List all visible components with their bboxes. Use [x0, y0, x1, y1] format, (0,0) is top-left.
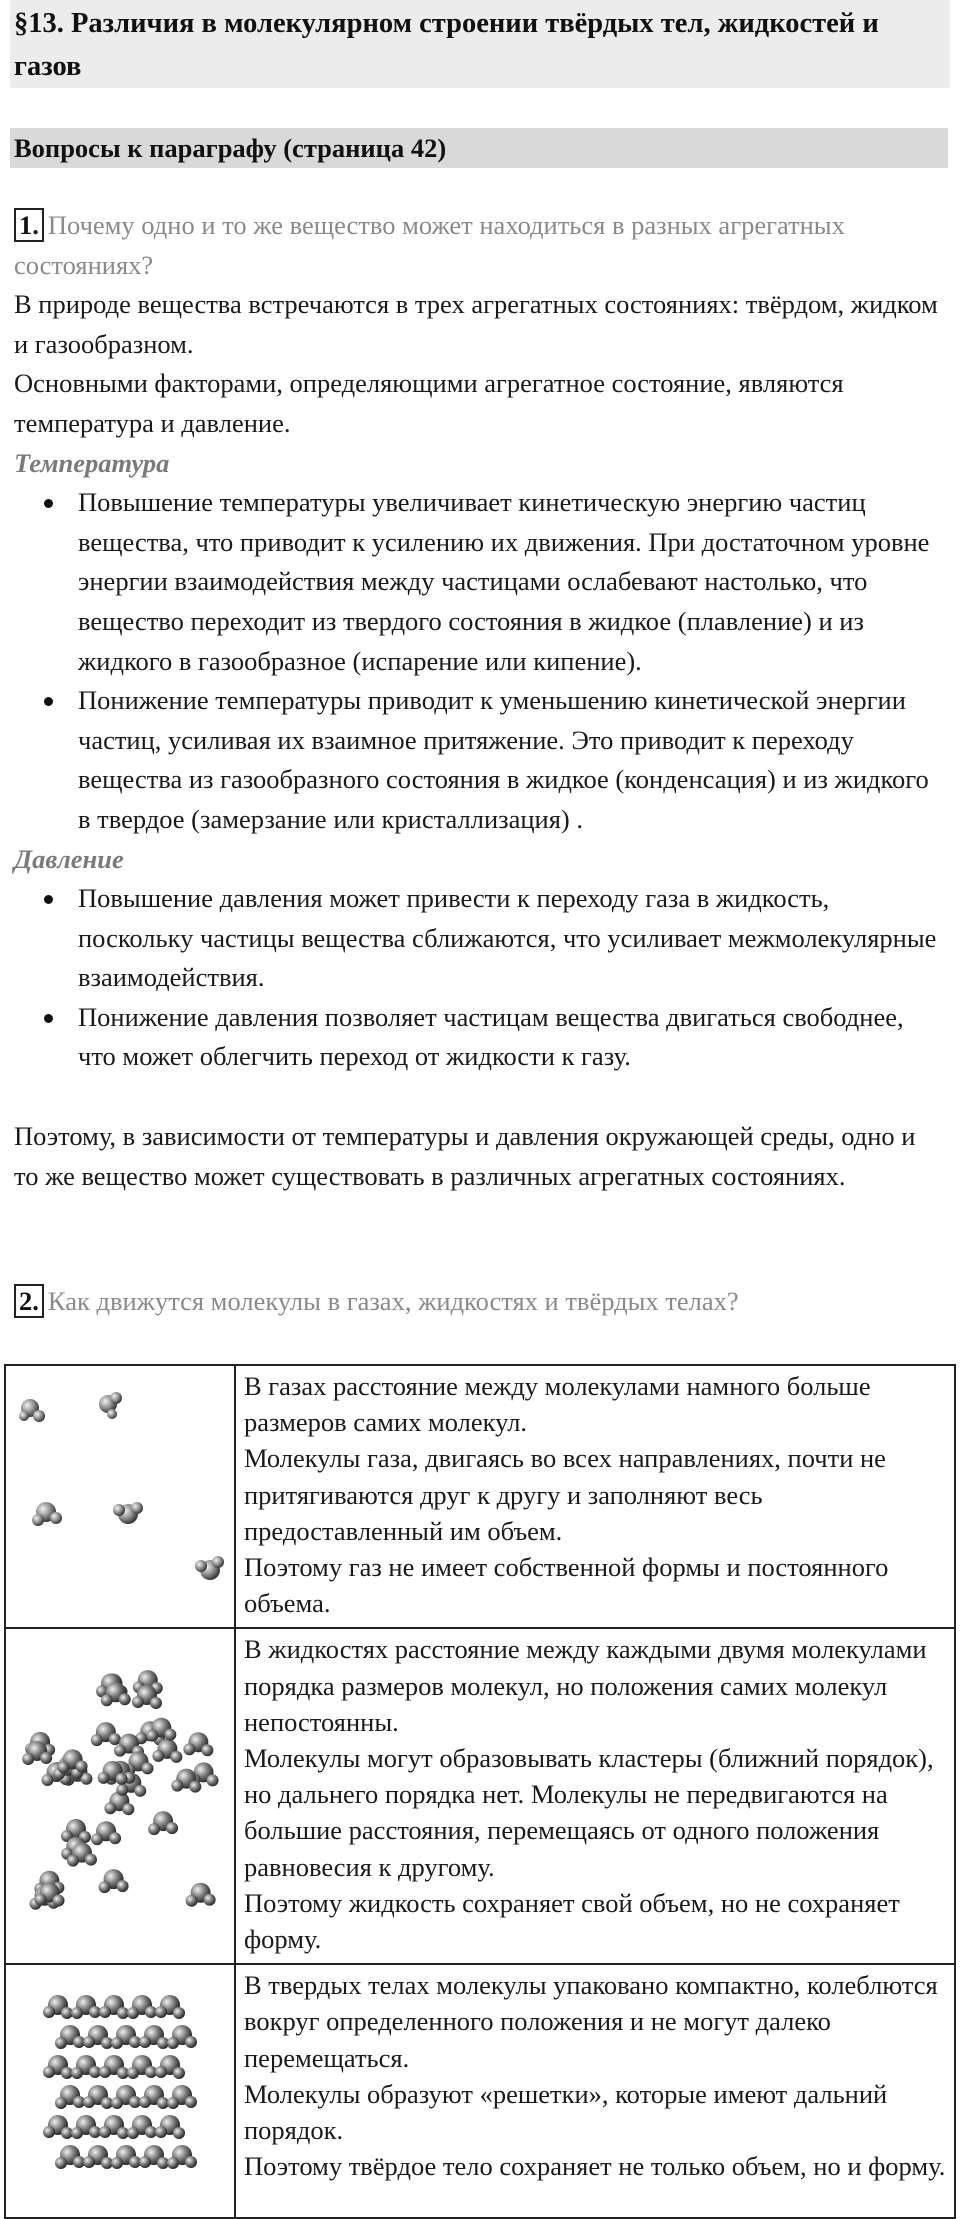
table-row-gas — [5, 1365, 955, 1628]
gas-molecule — [99, 1392, 122, 1419]
bullet-icon — [44, 697, 53, 706]
conclusion-paragraph: Поэтому, в зависимости от температуры и давления окружающей среды, одно и то же вещество может существовать в различных агрегатных состояниях. — [14, 1121, 916, 1191]
molecule — [43, 2115, 73, 2139]
molecule — [167, 2085, 197, 2109]
pressure-heading: Давление — [14, 843, 124, 874]
gas-molecule — [113, 1502, 143, 1524]
table-row-solid — [5, 1964, 955, 2218]
solid-description-cell — [235, 1964, 955, 2218]
molecule — [83, 2085, 113, 2109]
intro-paragraph-2: Основными факторами, определяющими агрегатное состояние, являются температура и давление. — [14, 368, 844, 438]
states-table — [4, 1364, 956, 2219]
liquid-text-1: В жидкостях расстояние между каждыми двумя молекулами порядка размеров молекул, но положения самих молекул непостоянны. — [244, 1634, 927, 1737]
molecule — [99, 2055, 129, 2079]
molecule — [186, 1883, 216, 1907]
solid-molecules-illustration — [6, 1965, 234, 2217]
list-item — [14, 998, 944, 1077]
question1-block — [14, 206, 944, 1196]
gas-molecules-illustration — [6, 1366, 234, 1618]
molecule — [71, 1995, 101, 2019]
molecule — [139, 2085, 169, 2109]
molecule — [43, 1995, 73, 2019]
molecule — [55, 2145, 85, 2169]
gas-description-cell — [235, 1365, 955, 1628]
molecule — [167, 2145, 197, 2169]
pressure-list — [14, 879, 944, 1077]
molecule — [127, 2115, 157, 2139]
molecule — [71, 2115, 101, 2139]
solid-text-1: В твердых телах молекулы упаковано компактно, колеблются вокруг определенного положения и не могут далеко перемещаться. — [244, 1970, 938, 2073]
question2 — [14, 1282, 739, 1322]
molecule — [155, 1995, 185, 2019]
bullet-icon — [44, 1014, 53, 1023]
intro-paragraph-1: В природе вещества встречаются в трех агрегатных состояниях: твёрдом, жидком и газообразном. — [14, 289, 938, 359]
molecule — [111, 2085, 141, 2109]
molecule — [148, 1811, 178, 1835]
molecule — [111, 2025, 141, 2049]
temperature-heading: Температура — [14, 447, 170, 478]
liquid-text-3: Поэтому жидкость сохраняет свой объем, но не сохраняет форму. — [244, 1887, 900, 1955]
gas-molecule — [19, 1399, 45, 1422]
question1 — [14, 206, 944, 285]
list-item-text: Повышение температуры увеличивает кинетическую энергию частиц вещества, что приводит к усилению их движения. При достаточном уровне энергии взаимодействия между частицами ослабевают настолько, что вещество переходит из твердого состояния в жидкое (плавление) и из жидкого в газообразное (испарение или кипение). — [78, 487, 930, 676]
gas-text-1: В газах расстояние между молекулами намного больше размеров самих молекул. — [244, 1371, 871, 1438]
molecule — [139, 2145, 169, 2169]
question1-number: 1. — [14, 208, 44, 242]
molecule — [55, 2025, 85, 2049]
molecule — [83, 2145, 113, 2169]
molecule — [99, 2115, 129, 2139]
liquid-illustration-cell — [5, 1628, 235, 1964]
molecule — [155, 2115, 185, 2139]
liquid-molecules-illustration — [6, 1629, 234, 1953]
molecule — [99, 1995, 129, 2019]
list-item — [14, 483, 944, 681]
molecule — [111, 2145, 141, 2169]
table-row-liquid — [5, 1628, 955, 1964]
list-item-text: Понижение температуры приводит к уменьшению кинетической энергии частиц, усиливая их взаимное притяжение. Это приводит к переходу вещества из газообразного состояния в жидкое (конденсация) и из жидкого в твердое (замерзание или кристаллизация) . — [78, 685, 929, 834]
liquid-text-2: Молекулы могут образовывать кластеры (ближний порядок), но дальнего порядка нет. Молекулы не передвигаются на большие расстояния, перемещаясь от одного положения равновесия к другому. — [244, 1743, 934, 1882]
molecule — [127, 1995, 157, 2019]
question2-number: 2. — [14, 1284, 44, 1318]
solid-text-3: Поэтому твёрдое тело сохраняет не только объем, но и форму. — [244, 2151, 946, 2182]
molecule — [99, 1870, 129, 1894]
molecule — [139, 2025, 169, 2049]
molecule — [155, 2055, 185, 2079]
gas-text-2: Молекулы газа, двигаясь во всех направлениях, почти не притягиваются друг к другу и заполняют весь предоставленный им объем. — [244, 1443, 886, 1546]
question2-text: Как движутся молекулы в газах, жидкостях и твёрдых телах? — [47, 1286, 739, 1316]
molecule — [91, 1723, 121, 1747]
gas-text-3: Поэтому газ не имеет собственной формы и постоянного объема. — [244, 1552, 889, 1619]
liquid-description-cell — [235, 1628, 955, 1964]
bullet-icon — [44, 895, 53, 904]
list-item — [14, 879, 944, 998]
question1-text: Почему одно и то же вещество может находиться в разных агрегатных состояниях? — [14, 210, 845, 280]
list-item-text: Повышение давления может привести к переходу газа в жидкость, поскольку частицы вещества сближаются, что усиливает межмолекулярные взаимодействия. — [78, 883, 937, 993]
list-item-text: Понижение давления позволяет частицам вещества двигаться свободнее, что может облегчить переход от жидкости к газу. — [78, 1001, 904, 1072]
molecule — [43, 2055, 73, 2079]
page-title: §13. Различия в молекулярном строении твёрдых тел, жидкостей и газов — [14, 8, 879, 82]
molecule — [71, 2055, 101, 2079]
section-title: Вопросы к параграфу (страница 42) — [14, 133, 447, 163]
molecule — [167, 2025, 197, 2049]
list-item — [14, 681, 944, 839]
gas-molecule — [195, 1556, 224, 1580]
solid-illustration-cell — [5, 1964, 235, 2218]
molecule — [183, 1733, 213, 1757]
gas-illustration-cell — [5, 1365, 235, 1628]
solid-text-2: Молекулы образуют «решетки», которые имеют дальний порядок. — [244, 2078, 888, 2146]
temperature-list — [14, 483, 944, 839]
gas-molecule — [32, 1502, 62, 1526]
molecule — [127, 2055, 157, 2079]
bullet-icon — [44, 499, 53, 508]
molecule — [83, 2025, 113, 2049]
molecule — [91, 1822, 121, 1846]
molecule — [55, 2085, 85, 2109]
